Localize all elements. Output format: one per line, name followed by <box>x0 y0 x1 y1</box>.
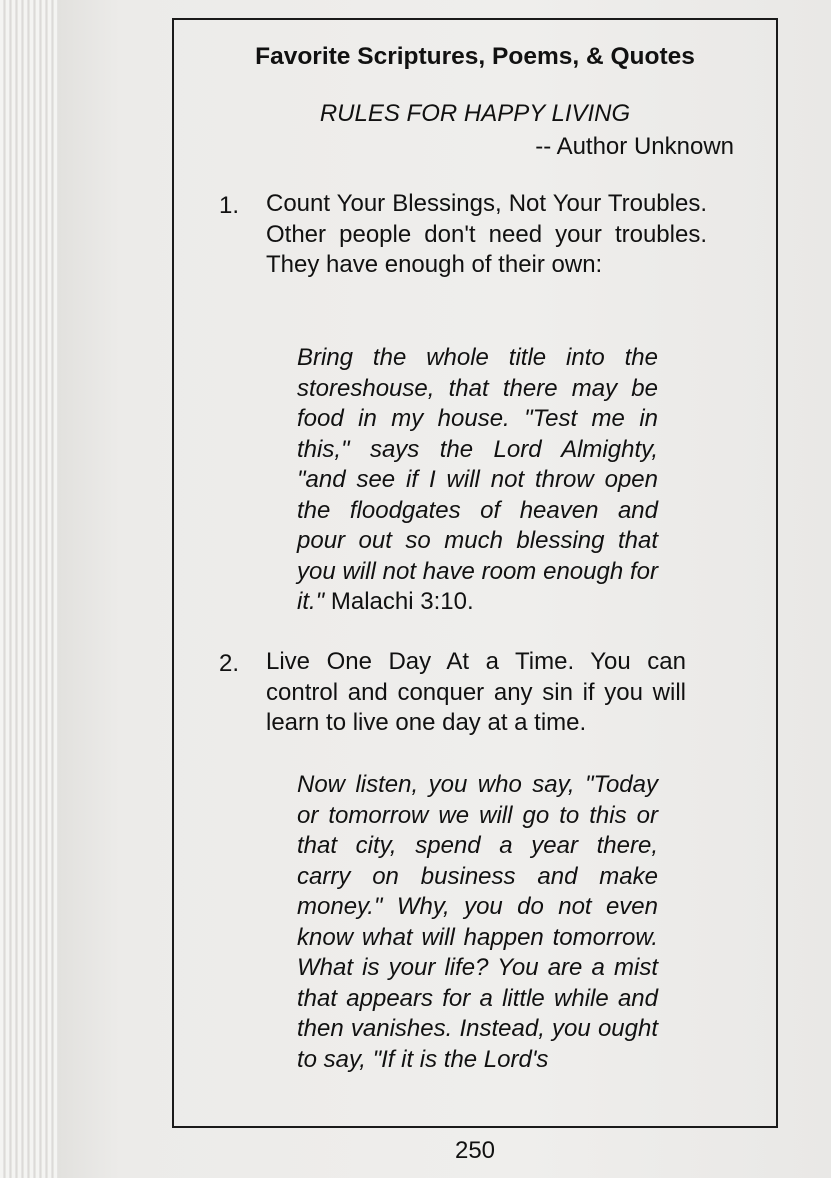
rule-text: Count Your Blessings, Not Your Troubles. Other people don't need your troubles. They have enough of their own: <box>266 190 707 278</box>
section-title: Favorite Scriptures, Poems, & Quotes <box>255 43 695 70</box>
page-edges <box>0 0 58 1178</box>
rule-text: Live One Day At a Time. You can control and conquer any sin if you will learn to live one day at a time. <box>266 648 686 736</box>
scripture-quote <box>297 343 658 618</box>
rule-number: 1. <box>219 192 240 219</box>
page-number: 250 <box>454 1137 496 1164</box>
rule-number: 2. <box>219 650 240 677</box>
scripture-reference: Malachi 3:10. <box>330 588 474 615</box>
piece-title: RULES FOR HAPPY LIVING <box>319 100 631 127</box>
scripture-quote: Now listen, you who say, "Today or tomorrow we will go to this or that city, spend a year there, carry on business and make money." Why, you do not even know what will happen tomorrow. What is your life? You are a mist that appears for a little while and then vanishes. Instead, you ought to say, "If it is the Lord's <box>297 771 658 1073</box>
piece-author: -- Author Unknown <box>535 133 734 160</box>
quote-text: Bring the whole title into the storeshouse, that there may be food in my house. "Test me in this," says the Lord Almighty, "and see if I will not throw open the floodgates of heaven and pour out so much blessing that you will not have room enough for it." <box>297 344 658 615</box>
